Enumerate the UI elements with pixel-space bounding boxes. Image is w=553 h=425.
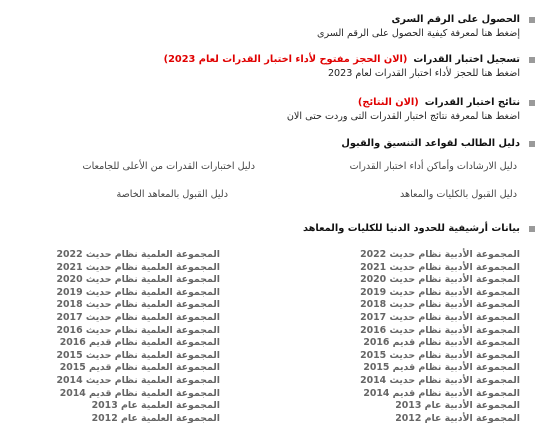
scientific-item[interactable]: المجموعة العلمية نظام حديث 2021 [56,261,220,273]
scientific-item[interactable]: المجموعة العلمية نظام حديث 2017 [56,311,220,323]
guide-link-instructions[interactable]: دليل الارشادات وأماكن أداء اختبار القدرات [349,161,517,172]
archive-heading [0,223,535,234]
literary-item[interactable]: المجموعة الأدبية نظام حديث 2014 [360,374,520,386]
results-section [0,97,535,122]
guide-link-colleges-admission[interactable]: دليل القبول بالكليات والمعاهد [399,189,517,200]
literary-item[interactable]: المجموعة الأدبية نظام حديث 2020 [360,274,520,286]
scientific-list [50,249,220,425]
literary-item[interactable]: المجموعة الأدبية نظام حديث 2016 [360,324,520,336]
guide-title: دليل الطالب لقواعد التنسيق والقبول [341,138,520,149]
scientific-item[interactable]: المجموعة العلمية نظام حديث 2016 [56,324,220,336]
literary-item[interactable]: المجموعة الأدبية نظام حديث 2022 [360,249,520,260]
bullet-icon [529,17,535,23]
scientific-item[interactable]: المجموعة العلمية نظام حديث 2020 [56,274,220,286]
bullet-icon [529,100,535,106]
scientific-item[interactable]: المجموعة العلمية نظام قديم 2015 [59,362,220,374]
scientific-item[interactable]: المجموعة العلمية نظام حديث 2022 [56,249,220,260]
literary-item[interactable]: المجموعة الأدبية نظام قديم 2014 [363,387,520,399]
pin-link[interactable]: إضغط هنا لمعرفة كيفية الحصول على الرقم السرى [317,28,520,39]
pin-title: الحصول على الرقم السرى [391,14,520,25]
bullet-icon [529,141,535,147]
literary-item[interactable]: المجموعة الأدبية نظام حديث 2015 [360,349,520,361]
bullet-icon [529,226,535,232]
guide-heading [0,138,535,149]
literary-item[interactable]: المجموعة الأدبية نظام حديث 2017 [360,311,520,323]
literary-item[interactable]: المجموعة الأدبية نظام حديث 2019 [360,286,520,298]
literary-item[interactable]: المجموعة الأدبية عام 2012 [395,412,520,424]
literary-item[interactable]: المجموعة الأدبية نظام حديث 2021 [360,261,520,273]
scientific-item[interactable]: المجموعة العلمية نظام قديم 2014 [59,387,220,399]
scientific-item[interactable]: المجموعة العلمية نظام قديم 2016 [59,337,220,349]
scientific-item[interactable]: المجموعة العلمية نظام حديث 2019 [56,286,220,298]
results-title: نتائج اختبار القدرات [424,97,520,108]
guide-section [0,138,535,149]
register-title: تسجيل اختبار القدرات [413,54,520,65]
archive-title: بيانات أرشيفية للحدود الدنيا للكليات والمعاهد [302,223,520,234]
literary-item[interactable]: المجموعة الأدبية نظام قديم 2016 [363,337,520,349]
literary-list [350,249,520,425]
guide-link-aptitude-universities[interactable]: دليل اختبارات القدرات من الأعلى للجامعات [82,161,255,172]
bullet-icon [529,57,535,63]
guide-link-private-institutes[interactable]: دليل القبول بالمعاهد الخاصة [116,189,228,200]
results-badge[interactable]: (الان النتائج) [357,97,419,108]
register-section [0,54,535,79]
literary-item[interactable]: المجموعة الأدبية عام 2013 [395,400,520,412]
scientific-item[interactable]: المجموعة العلمية نظام حديث 2015 [56,349,220,361]
archive-section [0,223,535,234]
register-heading [0,54,535,65]
literary-item[interactable]: المجموعة الأدبية نظام حديث 2018 [360,299,520,311]
pin-section [0,14,535,39]
pin-heading [0,14,535,25]
scientific-item[interactable]: المجموعة العلمية عام 2013 [91,400,220,412]
literary-item[interactable]: المجموعة الأدبية نظام قديم 2015 [363,362,520,374]
results-heading [0,97,535,108]
register-open-badge[interactable]: (الان الحجز مفتوح لأداء اختبار القدرات لعام 2023) [163,54,408,65]
scientific-item[interactable]: المجموعة العلمية نظام حديث 2014 [56,374,220,386]
results-link[interactable]: اضغط هنا لمعرفة نتائج اختبار القدرات التى وردت حتى الان [286,111,520,122]
scientific-item[interactable]: المجموعة العلمية عام 2012 [91,412,220,424]
register-link[interactable]: اضغط هنا للحجز لأداء اختبار القدرات لعام 2023 [327,68,520,79]
scientific-item[interactable]: المجموعة العلمية نظام حديث 2018 [56,299,220,311]
